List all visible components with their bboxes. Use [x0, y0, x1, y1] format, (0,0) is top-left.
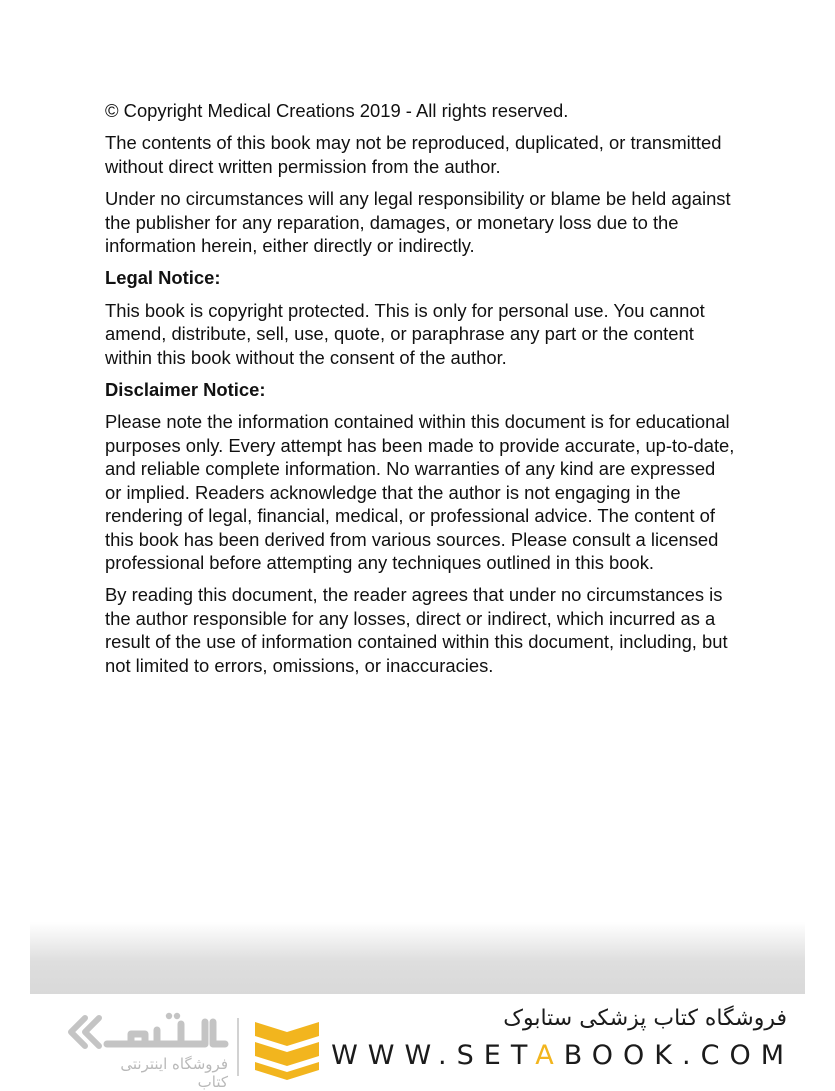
liability-paragraph: Under no circumstances will any legal responsibility or blame be held against the publisher for any reparation, damages, or monetary loss due to the information herein, either directly or indirectly. — [105, 188, 731, 257]
logo-dot — [166, 1013, 172, 1019]
agreement-paragraph: By reading this document, the reader agrees that under no circumstances is the author responsible for any losses, direct or indirect, which incurred as a result of the use of information contained within this document, including, but not limited to errors, omissions, or inaccuracies. — [105, 584, 728, 676]
disclaimer-heading: Disclaimer Notice: — [105, 379, 266, 401]
shop-name: فروشگاه کتاب پزشکی ستابوک — [503, 1006, 787, 1031]
legal-notice-paragraph: This book is copyright protected. This is only for personal use. You cannot amend, distribute, sell, use, quote, or paraphrase any part or the content within this book without the consent of the author. — [105, 299, 705, 368]
url-part: WWW. — [331, 1040, 457, 1071]
website-url — [331, 1040, 794, 1071]
logo-dot-2 — [174, 1013, 180, 1019]
url-part: SE — [456, 1040, 511, 1071]
scan-shadow-band — [30, 922, 805, 994]
url-part-highlight: A — [535, 1040, 564, 1071]
disclaimer-paragraph: Please note the information contained within this document is for educational purposes only. Every attempt has been made to provide accurate, up-to-date, and reliable complete information. No warranties of any kind are expressed or implied. Readers acknowledge that the author is not engaging in the rendering of legal, financial, medical, or professional advice. The content of this book has been derived from various sources. Please consult a licensed professional before attempting any techniques outlined in this book. — [105, 411, 735, 573]
reproduction-paragraph: The contents of this book may not be reproduced, duplicated, or transmitted without direct written permission from the author. — [105, 132, 722, 177]
url-part: B — [563, 1040, 592, 1071]
legal-notice-heading: Legal Notice: — [105, 267, 221, 289]
arrow-left-icon-2 — [85, 1018, 99, 1046]
logo-tagline: فروشگاه اینترنتی کتاب — [120, 1055, 228, 1091]
logo-wordmark-shape — [107, 1022, 225, 1044]
url-part: OOK.COM — [591, 1040, 794, 1071]
copyright-line: © Copyright Medical Creations 2019 - All rights reserved. — [105, 100, 569, 121]
url-part: T — [510, 1040, 536, 1071]
book-chevron-icon — [255, 1022, 319, 1046]
document-body — [105, 99, 735, 686]
